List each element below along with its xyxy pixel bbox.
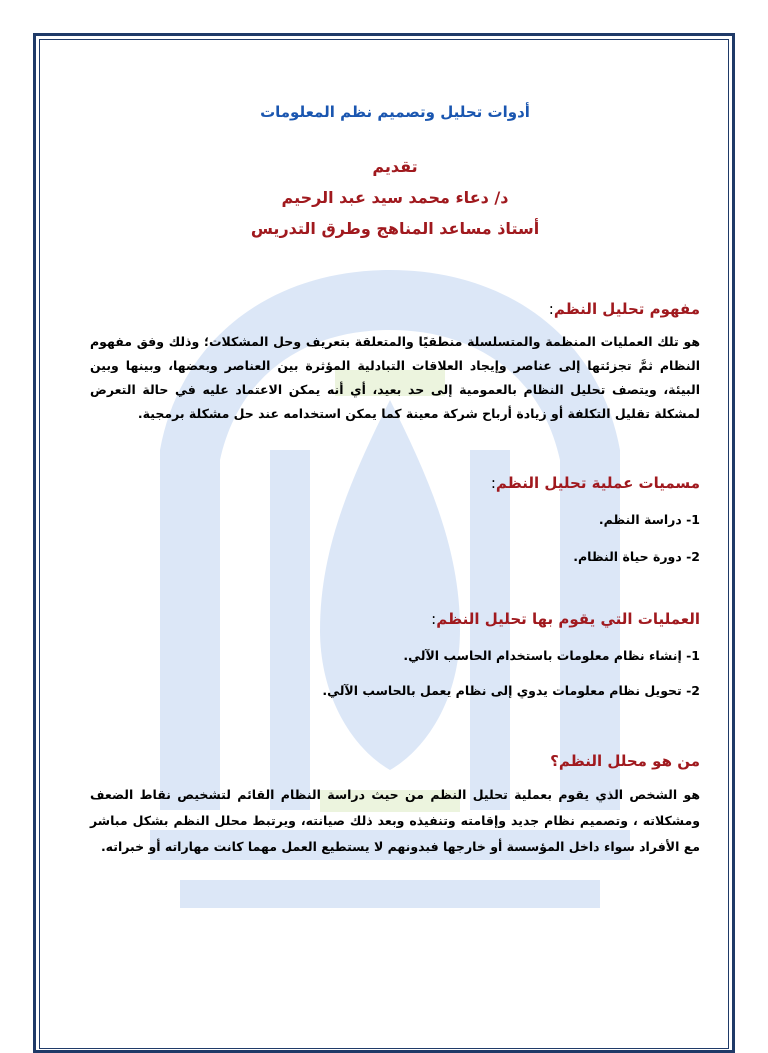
section-heading-operations [90,610,700,628]
section-heading-text: العمليات التي يقوم بها تحليل النظم [436,610,700,628]
concept-paragraph: هو تلك العمليات المنظمة والمتسلسلة منطقيًا والمتعلقة بتعريف وحل المشكلات؛ وذلك وفق مفهوم النظام ثمَّ تجزئتها إلى عناصر وإيجاد العلاقات التبادلية المؤثرة بين العناصر وبعضها، وبينها وبين البيئة، ويتصف تحليل النظام بالعمومية إلى حد بعيد، أي أنه يمكن الاعتماد عليه في حالة التعرض لمشكلة تقليل التكلفة أو زيادة أرباح شركة معينة كما يمكن استخدامه عند حل مشكلة برمجية. [90,334,700,421]
section-heading-text: مسميات عملية تحليل النظم [495,474,700,492]
heading-colon: : [490,474,496,492]
section-heading-analyst: من هو محلل النظم؟ [550,752,700,770]
document-content [90,95,700,860]
list-item: 1- إنشاء نظام معلومات باستخدام الحاسب الآلي. [403,648,700,663]
heading-colon: : [548,300,554,318]
author-name: د/ دعاء محمد سيد عبد الرحيم [281,188,509,207]
intro-label: تقديم [372,157,418,176]
list-item: 2- تحويل نظام معلومات يدوي إلى نظام يعمل بالحاسب الآلي. [322,683,700,698]
section-heading-text: مفهوم تحليل النظم [553,300,700,318]
document-title: أدوات تحليل وتصميم نظم المعلومات [260,103,530,121]
list-item: 1- دراسة النظم. [598,512,700,527]
section-heading-names [90,474,700,492]
list-item: 2- دورة حياة النظام. [573,549,700,564]
heading-colon: : [431,610,437,628]
section-heading-concept [90,300,700,318]
author-position: أستاذ مساعد المناهج وطرق التدريس [250,219,540,238]
analyst-paragraph: هو الشخص الذي يقوم بعملية تحليل النظم من حيث دراسة النظام القائم لتشخيص نقاط الضعف ومشكلاته ، وتصميم نظام جديد وإقامته وتنفيذه وبعد ذلك صيانته، ويرتبط محلل النظم بشكل مباشر مع الأفراد سواء داخل المؤسسة أو خارجها فبدونهم لا يستطيع العمل مهما كانت مهاراته أو خبراته. [90,787,700,854]
